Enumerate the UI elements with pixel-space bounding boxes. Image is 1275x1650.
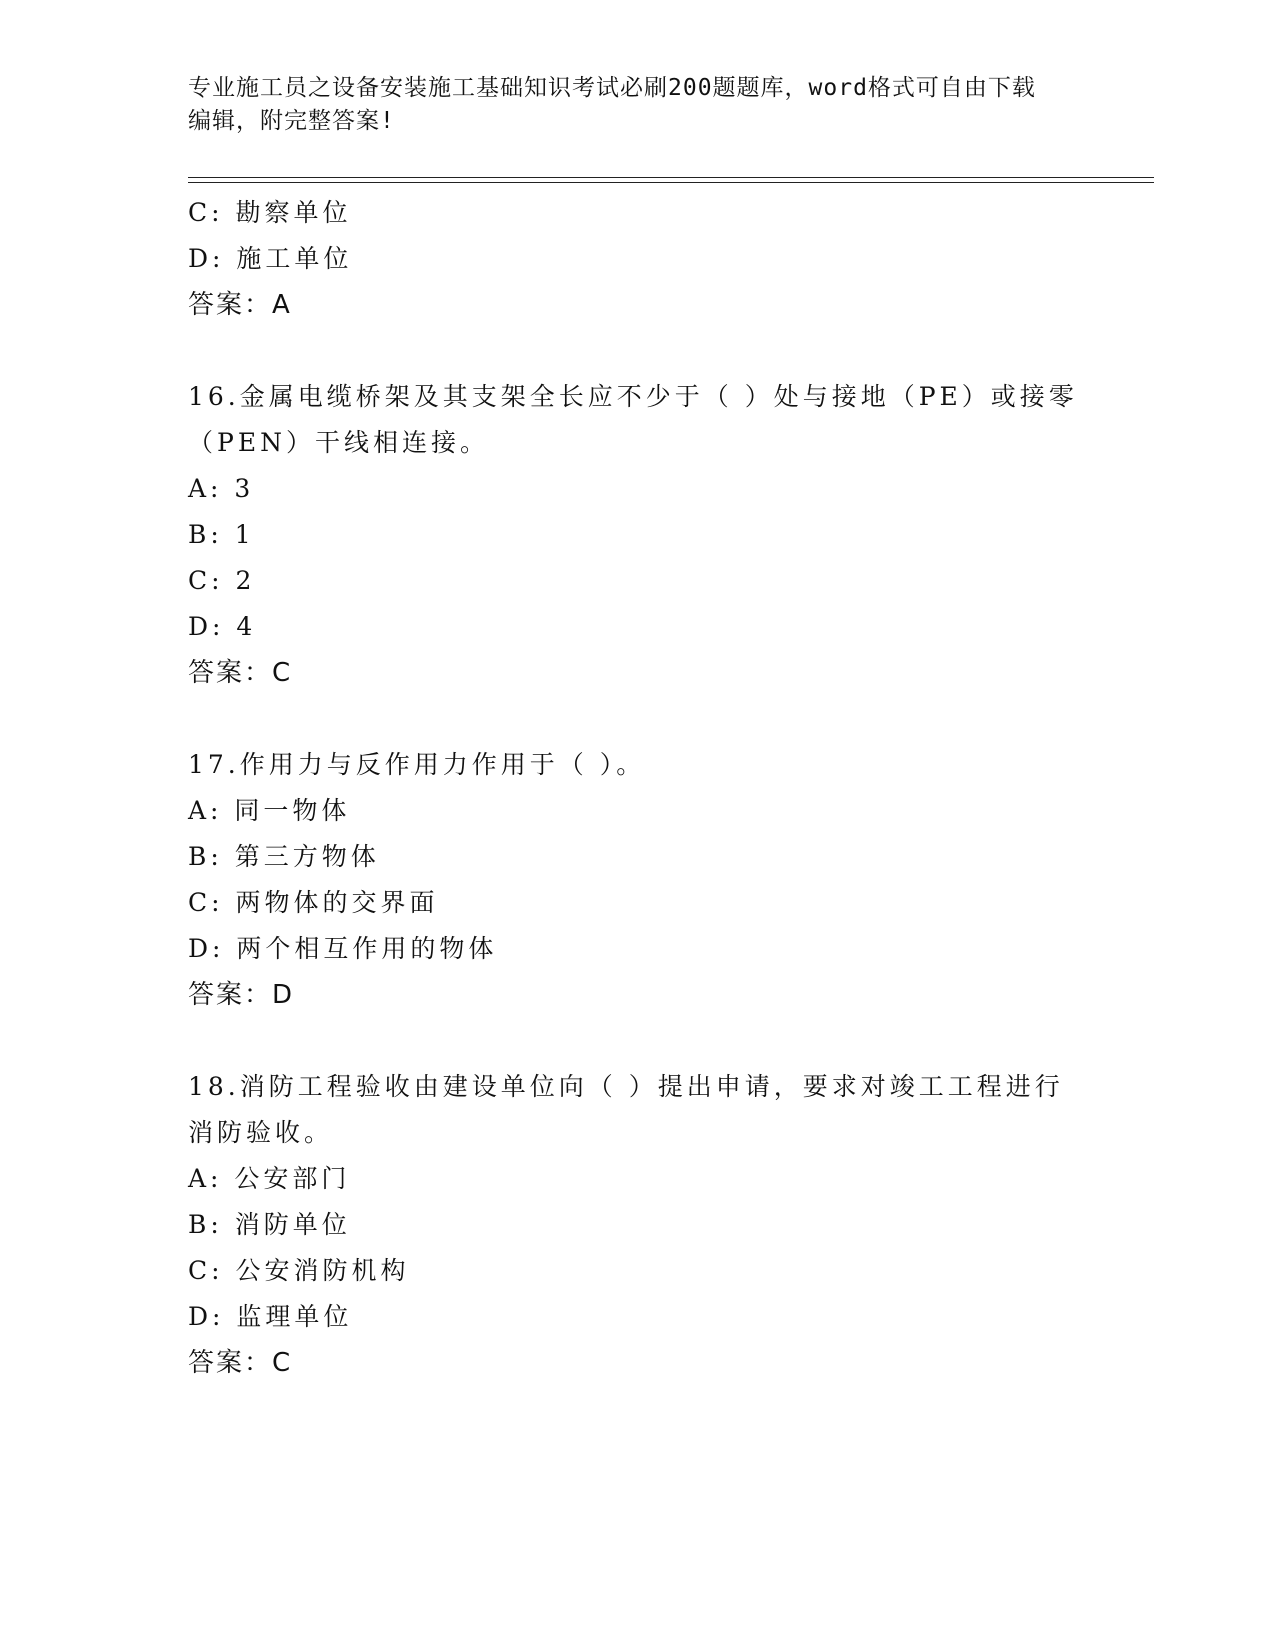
option-a: A: 同一物体 <box>188 796 351 825</box>
question-17 <box>188 742 1088 1018</box>
header-line-2: 编辑，附完整答案! <box>188 108 395 134</box>
option-d: D: 4 <box>188 612 257 641</box>
question-16 <box>188 374 1088 696</box>
spacer <box>188 1018 1088 1064</box>
option-c: C: 勘察单位 <box>188 198 352 227</box>
answer: 答案：A <box>188 290 292 320</box>
spacer <box>188 328 1088 374</box>
question-15-continued <box>188 190 1088 328</box>
option-b: B: 1 <box>188 520 255 549</box>
question-18 <box>188 1064 1088 1386</box>
option-c: C: 2 <box>188 566 256 595</box>
option-d: D: 监理单位 <box>188 1302 353 1331</box>
option-d: D: 两个相互作用的物体 <box>188 934 498 963</box>
question-text-line-2: （PEN）干线相连接。 <box>188 428 489 457</box>
option-a: A: 公安部门 <box>188 1164 351 1193</box>
option-d: D: 施工单位 <box>188 244 353 273</box>
header-divider-top <box>188 177 1154 178</box>
header-divider-bottom <box>188 182 1154 183</box>
option-b: B: 消防单位 <box>188 1210 351 1239</box>
option-a: A: 3 <box>188 474 255 503</box>
question-text-line-2: 消防验收。 <box>188 1118 334 1147</box>
question-list <box>188 190 1088 1386</box>
question-text-line-1: 16.金属电缆桥架及其支架全长应不少于（ ）处与接地（PE）或接零 <box>188 382 1078 411</box>
option-c: C: 公安消防机构 <box>188 1256 410 1285</box>
spacer <box>188 696 1088 742</box>
answer: 答案：C <box>188 1348 293 1378</box>
document-header <box>188 72 1088 138</box>
question-text-line-1: 17.作用力与反作用力作用于（ ）。 <box>188 750 646 779</box>
option-c: C: 两物体的交界面 <box>188 888 439 917</box>
option-b: B: 第三方物体 <box>188 842 380 871</box>
question-text-line-1: 18.消防工程验收由建设单位向（ ）提出申请，要求对竣工工程进行 <box>188 1072 1064 1101</box>
answer: 答案：D <box>188 980 295 1010</box>
header-line-1: 专业施工员之设备安装施工基础知识考试必刷200题题库，word格式可自由下载 <box>188 75 1036 101</box>
answer: 答案：C <box>188 658 293 688</box>
